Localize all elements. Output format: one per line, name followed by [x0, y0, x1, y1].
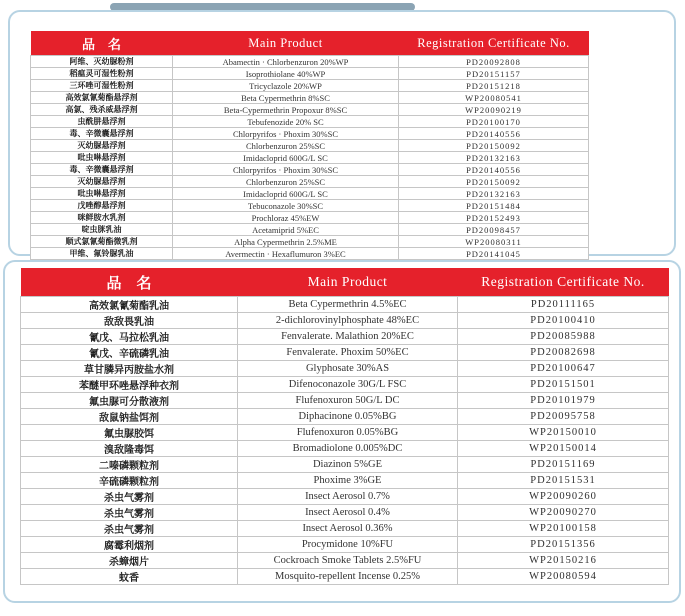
table-row: [21, 345, 669, 361]
certificate-no-cell: WP20090219: [399, 104, 589, 116]
table-row: [31, 104, 589, 116]
certificate-no-cell: PD20132163: [399, 188, 589, 200]
certificate-no-cell: PD20085988: [458, 329, 669, 345]
table-row: [31, 116, 589, 128]
product-name-cell: 杀虫气雾剂: [21, 505, 238, 521]
column-header-product-name: 品 名: [21, 268, 238, 297]
column-header-certificate-no: Registration Certificate No.: [399, 31, 589, 56]
main-product-cell: Beta Cypermethrin 8%SC: [173, 92, 399, 104]
main-product-cell: Beta Cypermethrin 4.5%EC: [238, 297, 458, 313]
product-name-cell: 高氯、残杀威悬浮剂: [31, 104, 173, 116]
product-name-cell: 杀蟑烟片: [21, 553, 238, 569]
certificate-no-cell: WP20150010: [458, 425, 669, 441]
product-name-cell: 溴敌隆毒饵: [21, 441, 238, 457]
main-product-cell: Glyphosate 30%AS: [238, 361, 458, 377]
product-name-cell: 敌鼠钠盐饵剂: [21, 409, 238, 425]
certificate-no-cell: PD20150092: [399, 140, 589, 152]
main-product-cell: Acetamiprid 5%EC: [173, 224, 399, 236]
main-product-cell: Chlorpyrifos · Phoxim 30%SC: [173, 128, 399, 140]
main-product-cell: Chlorbenzuron 25%SC: [173, 176, 399, 188]
table-row: [31, 80, 589, 92]
table-row: [21, 377, 669, 393]
table-row: [21, 313, 669, 329]
table-row: [21, 361, 669, 377]
main-product-cell: Imidacloprid 600G/L SC: [173, 188, 399, 200]
table-row: [21, 329, 669, 345]
main-product-cell: Cockroach Smoke Tablets 2.5%FU: [238, 553, 458, 569]
main-product-cell: Phoxime 3%GE: [238, 473, 458, 489]
product-name-cell: 氟虫脲胶饵: [21, 425, 238, 441]
main-product-cell: Tricyclazole 20%WP: [173, 80, 399, 92]
product-name-cell: 顺式氯氰菊酯微乳剂: [31, 236, 173, 248]
certificate-no-cell: WP20150216: [458, 553, 669, 569]
certificate-no-cell: WP20080541: [399, 92, 589, 104]
main-product-cell: Insect Aerosol 0.7%: [238, 489, 458, 505]
product-name-cell: 草甘膦异丙胺盐水剂: [21, 361, 238, 377]
product-name-cell: 啶虫脒乳油: [31, 224, 173, 236]
certificate-no-cell: PD20100647: [458, 361, 669, 377]
table-row: [21, 393, 669, 409]
table-row: [31, 236, 589, 248]
product-name-cell: 吡虫啉悬浮剂: [31, 188, 173, 200]
table-row: [21, 521, 669, 537]
product-name-cell: 阿维、灭幼脲粉剂: [31, 56, 173, 68]
column-header-product-name: 品 名: [31, 31, 173, 56]
product-name-cell: 戊唑醇悬浮剂: [31, 200, 173, 212]
certificate-no-cell: PD20151356: [458, 537, 669, 553]
certificate-no-cell: PD20151531: [458, 473, 669, 489]
main-product-cell: Chlorpyrifos · Phoxim 30%SC: [173, 164, 399, 176]
main-product-cell: Abamectin · Chlorbenzuron 20%WP: [173, 56, 399, 68]
certificate-no-cell: PD20100170: [399, 116, 589, 128]
certificate-no-cell: PD20140556: [399, 164, 589, 176]
column-header-main-product: Main Product: [238, 268, 458, 297]
certificate-no-cell: PD20100410: [458, 313, 669, 329]
product-name-cell: 二嗪磷颗粒剂: [21, 457, 238, 473]
product-name-cell: 杀虫气雾剂: [21, 489, 238, 505]
certificate-no-cell: PD20082698: [458, 345, 669, 361]
main-product-cell: Isoprothiolane 40%WP: [173, 68, 399, 80]
main-product-cell: Insect Aerosol 0.4%: [238, 505, 458, 521]
table-row: [21, 553, 669, 569]
table-row: [31, 188, 589, 200]
product-name-cell: 高效氯氰菊酯悬浮剂: [31, 92, 173, 104]
column-header-certificate-no: Registration Certificate No.: [458, 268, 669, 297]
certificate-no-cell: PD20111165: [458, 297, 669, 313]
product-name-cell: 氟虫脲可分散液剂: [21, 393, 238, 409]
product-name-cell: 灭幼脲悬浮剂: [31, 140, 173, 152]
certificate-no-cell: PD20141045: [399, 248, 589, 260]
table-row: [21, 425, 669, 441]
table-row: [31, 212, 589, 224]
product-name-cell: 高效氯氰菊酯乳油: [21, 297, 238, 313]
product-name-cell: 灭幼脲悬浮剂: [31, 176, 173, 188]
table-row: [21, 297, 669, 313]
certificate-no-cell: PD20150092: [399, 176, 589, 188]
certificate-no-cell: PD20151169: [458, 457, 669, 473]
main-product-cell: Difenoconazole 30G/L FSC: [238, 377, 458, 393]
main-product-cell: Prochloraz 45%EW: [173, 212, 399, 224]
table-row: [21, 569, 669, 585]
product-table-card-1: [8, 10, 676, 259]
table-row: [31, 140, 589, 152]
registration-table-2: [20, 268, 669, 585]
product-table-card-2: [3, 260, 681, 603]
table-row: [31, 128, 589, 140]
table-row: [31, 152, 589, 164]
main-product-cell: Insect Aerosol 0.36%: [238, 521, 458, 537]
main-product-cell: Tebufenozide 20% SC: [173, 116, 399, 128]
main-product-cell: Flufenoxuron 50G/L DC: [238, 393, 458, 409]
certificate-no-cell: WP20150014: [458, 441, 669, 457]
certificate-no-cell: PD20152493: [399, 212, 589, 224]
product-name-cell: 敌敌畏乳油: [21, 313, 238, 329]
certificate-no-cell: PD20098457: [399, 224, 589, 236]
table-row: [21, 457, 669, 473]
certificate-no-cell: WP20090270: [458, 505, 669, 521]
certificate-no-cell: PD20151157: [399, 68, 589, 80]
main-product-cell: Flufenoxuron 0.05%BG: [238, 425, 458, 441]
product-name-cell: 稻瘟灵可湿性粉剂: [31, 68, 173, 80]
main-product-cell: Diphacinone 0.05%BG: [238, 409, 458, 425]
main-product-cell: Beta-Cypermethrin Propoxur 8%SC: [173, 104, 399, 116]
column-header-main-product: Main Product: [173, 31, 399, 56]
table-header-row: [31, 31, 589, 56]
product-name-cell: 杀虫气雾剂: [21, 521, 238, 537]
certificate-no-cell: WP20080594: [458, 569, 669, 585]
product-name-cell: 虫酰肼悬浮剂: [31, 116, 173, 128]
certificate-no-cell: PD20101979: [458, 393, 669, 409]
table-row: [31, 224, 589, 236]
certificate-no-cell: PD20151501: [458, 377, 669, 393]
certificate-no-cell: WP20090260: [458, 489, 669, 505]
product-name-cell: 氰戊、辛硫磷乳油: [21, 345, 238, 361]
table-row: [31, 68, 589, 80]
table-row: [31, 248, 589, 260]
main-product-cell: Fenvalerate. Malathion 20%EC: [238, 329, 458, 345]
main-product-cell: Imidacloprid 600G/L SC: [173, 152, 399, 164]
table-row: [31, 56, 589, 68]
main-product-cell: Tebuconazole 30%SC: [173, 200, 399, 212]
product-name-cell: 苯醚甲环唑悬浮种衣剂: [21, 377, 238, 393]
table-row: [21, 537, 669, 553]
main-product-cell: Alpha Cypermethrin 2.5%ME: [173, 236, 399, 248]
table-row: [31, 92, 589, 104]
product-name-cell: 腐霉利烟剂: [21, 537, 238, 553]
main-product-cell: Procymidone 10%FU: [238, 537, 458, 553]
product-name-cell: 氰戊、马拉松乳油: [21, 329, 238, 345]
main-product-cell: Fenvalerate. Phoxim 50%EC: [238, 345, 458, 361]
certificate-no-cell: PD20092808: [399, 56, 589, 68]
product-name-cell: 毒、辛微囊悬浮剂: [31, 164, 173, 176]
product-name-cell: 咪鲜胺水乳剂: [31, 212, 173, 224]
product-name-cell: 甲维、氟铃脲乳油: [31, 248, 173, 260]
certificate-no-cell: PD20095758: [458, 409, 669, 425]
certificate-no-cell: PD20132163: [399, 152, 589, 164]
main-product-cell: 2-dichlorovinylphosphate 48%EC: [238, 313, 458, 329]
main-product-cell: Mosquito-repellent Incense 0.25%: [238, 569, 458, 585]
certificate-no-cell: PD20151484: [399, 200, 589, 212]
table-row: [21, 489, 669, 505]
table-row: [31, 176, 589, 188]
certificate-no-cell: WP20100158: [458, 521, 669, 537]
table-header-row: [21, 268, 669, 297]
product-name-cell: 蚊香: [21, 569, 238, 585]
table-row: [31, 164, 589, 176]
certificate-no-cell: PD20140556: [399, 128, 589, 140]
table-row: [31, 200, 589, 212]
table-row: [21, 505, 669, 521]
product-name-cell: 毒、辛微囊悬浮剂: [31, 128, 173, 140]
main-product-cell: Chlorbenzuron 25%SC: [173, 140, 399, 152]
product-name-cell: 辛硫磷颗粒剂: [21, 473, 238, 489]
certificate-no-cell: PD20151218: [399, 80, 589, 92]
product-name-cell: 三环唑可湿性粉剂: [31, 80, 173, 92]
main-product-cell: Bromadiolone 0.005%DC: [238, 441, 458, 457]
table-row: [21, 409, 669, 425]
certificate-no-cell: WP20080311: [399, 236, 589, 248]
product-name-cell: 吡虫啉悬浮剂: [31, 152, 173, 164]
registration-table-1: [30, 31, 589, 260]
table-row: [21, 441, 669, 457]
main-product-cell: Diazinon 5%GE: [238, 457, 458, 473]
main-product-cell: Avermectin · Hexaflumuron 3%EC: [173, 248, 399, 260]
table-row: [21, 473, 669, 489]
